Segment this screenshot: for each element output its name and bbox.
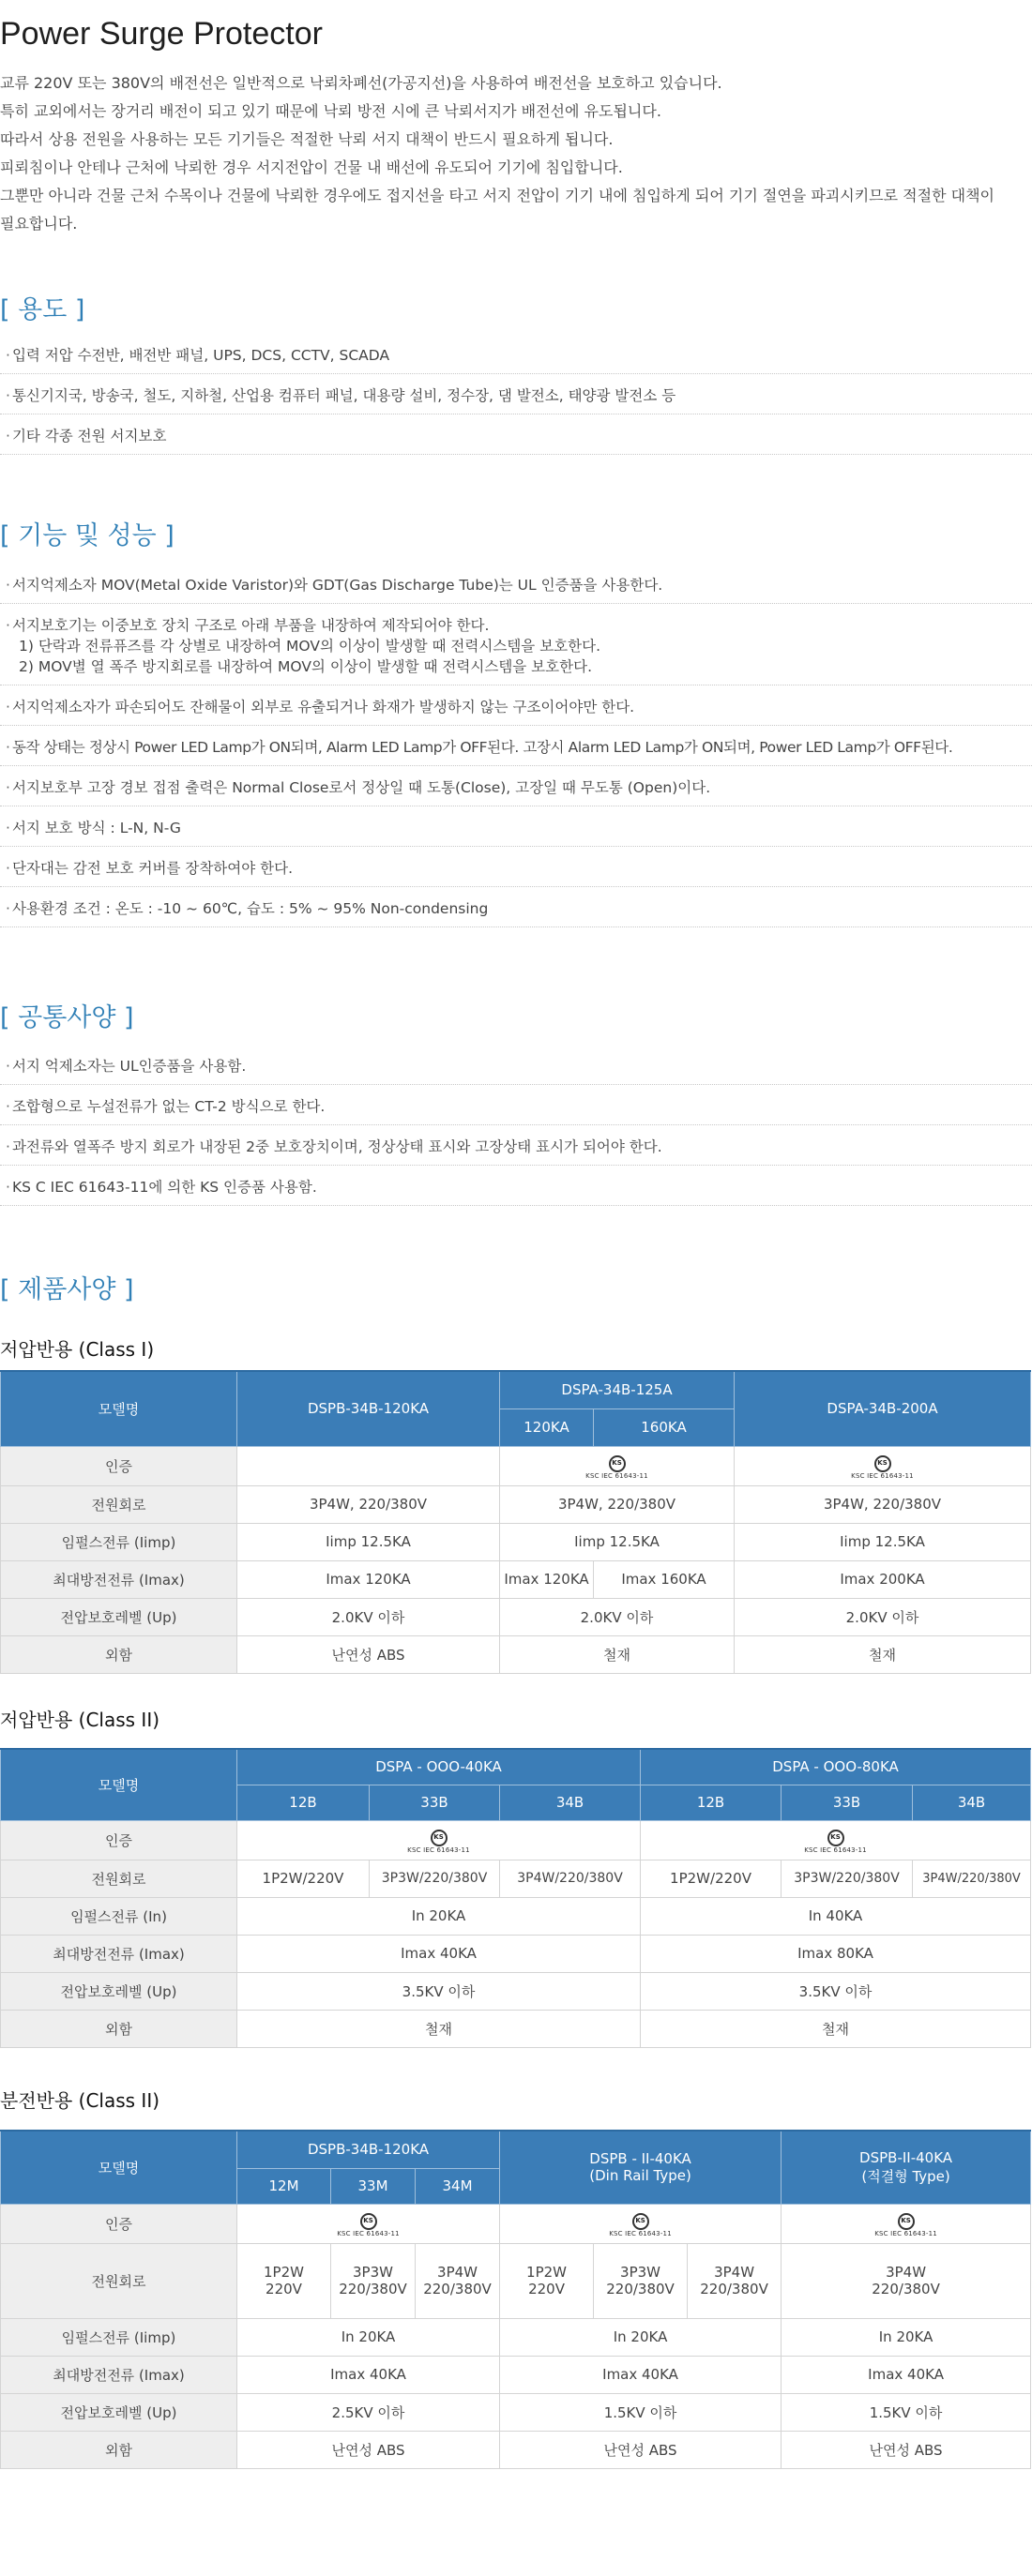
table-cell: 3P4W/220/380V <box>500 1860 641 1897</box>
table-cell: 3P4W/220/380V <box>913 1860 1031 1897</box>
table-cell: 철재 <box>237 2010 641 2047</box>
spec-table-class2 <box>0 1748 1031 2048</box>
sub-col-header: 34B <box>913 1785 1031 1820</box>
model-col-header: DSPA-34B-200A <box>735 1371 1031 1446</box>
ks-mark-icon: KS KSC IEC 61643-11 <box>585 1455 648 1480</box>
row-label: 외함 <box>1 1635 237 1673</box>
model-header: 모델명 <box>1 1749 237 1820</box>
table-cell: Iimp 12.5KA <box>500 1523 735 1560</box>
row-label: 임펄스전류 (Iimp) <box>1 1523 237 1560</box>
common-heading: [ 공통사양 ] <box>0 1003 134 1032</box>
list-item: · 기타 각종 전원 서지보호 <box>0 420 1032 455</box>
usage-heading: [ 용도 ] <box>0 295 85 324</box>
table-cell: Imax 160KA <box>594 1560 735 1598</box>
sub-col-header: 34M <box>416 2168 500 2204</box>
model-col-header: DSPA - OOO-80KA <box>641 1749 1031 1785</box>
sub-col-header: 12B <box>641 1785 782 1820</box>
sub-col-header: 120KA <box>500 1409 594 1446</box>
list-item: · 조합형으로 누설전류가 없는 CT-2 방식으로 한다. <box>0 1091 1032 1125</box>
row-label: 외함 <box>1 2010 237 2047</box>
row-label: 임펄스전류 (In) <box>1 1897 237 1935</box>
table-cell: 1P2W/220V <box>237 1860 370 1897</box>
table-cell: 3P4W 220/380V <box>688 2243 782 2318</box>
row-label: 전원회로 <box>1 1860 237 1897</box>
row-label: 최대방전전류 (Imax) <box>1 1560 237 1598</box>
table-cell: 1P2W 220V <box>500 2243 594 2318</box>
row-label: 인증 <box>1 1820 237 1860</box>
model-col-header: DSPB-34B-120KA <box>237 2131 500 2168</box>
table-cell: 2.0KV 이하 <box>500 1598 735 1635</box>
table-cell: Imax 120KA <box>500 1560 594 1598</box>
table-cell: 3.5KV 이하 <box>237 1972 641 2010</box>
row-label: 인증 <box>1 2204 237 2243</box>
model-col-header: DSPB-34B-120KA <box>237 1371 500 1446</box>
row-label: 전압보호레벨 (Up) <box>1 1598 237 1635</box>
table-cell: In 40KA <box>641 1897 1031 1935</box>
sub-col-header: 12B <box>237 1785 370 1820</box>
model-header: 모델명 <box>1 2131 237 2204</box>
table-cell: 2.5KV 이하 <box>237 2393 500 2431</box>
table-cell <box>500 1446 735 1485</box>
row-label: 외함 <box>1 2431 237 2468</box>
features-heading: [ 기능 및 성능 ] <box>0 521 175 550</box>
list-item: · 서지보호기는 이중보호 장치 구조로 아래 부품을 내장하여 제작되어야 한다. 1) 단락과 전류퓨즈를 각 상별로 내장하여 MOV의 이상이 발생할 때 전력시스템을 보호한다. 2) MOV별 열 폭주 방지회로를 내장하여 MOV의 이상이 발생할 때 전력시스템을 보호한다. <box>0 610 1032 685</box>
table-cell: Imax 40KA <box>782 2356 1031 2393</box>
table-cell: 3P4W, 220/380V <box>500 1485 735 1523</box>
list-item: · 동작 상태는 정상시 Power LED Lamp가 ON되며, Alarm LED Lamp가 OFF된다. 고장시 Alarm LED Lamp가 ON되며, Power LED Lamp가 OFF된다. <box>0 731 1032 766</box>
table-cell: Imax 200KA <box>735 1560 1031 1598</box>
sub-col-header: 33B <box>370 1785 500 1820</box>
table-cell: Imax 120KA <box>237 1560 500 1598</box>
table-cell: Iimp 12.5KA <box>735 1523 1031 1560</box>
intro-line: 교류 220V 또는 380V의 배전선은 일반적으로 낙뢰차폐선(가공지선)을 사용하여 배전선을 보호하고 있습니다. <box>0 74 722 92</box>
row-label: 인증 <box>1 1446 237 1485</box>
list-item: · 사용환경 조건 : 온도 : -10 ~ 60℃, 습도 : 5% ~ 95% Non-condensing <box>0 893 1032 927</box>
table-cell: Iimp 12.5KA <box>237 1523 500 1560</box>
table-cell: 난연성 ABS <box>782 2431 1031 2468</box>
intro-text <box>0 69 1023 238</box>
ks-mark-icon: KS KSC IEC 61643-11 <box>407 1830 470 1854</box>
row-label: 최대방전전류 (Imax) <box>1 2356 237 2393</box>
table-cell: 3.5KV 이하 <box>641 1972 1031 2010</box>
spec-table-distribution <box>0 2130 1031 2469</box>
products-heading: [ 제품사양 ] <box>0 1275 134 1304</box>
table-cell: In 20KA <box>237 2318 500 2356</box>
features-list <box>0 569 1032 927</box>
table-cell: 2.0KV 이하 <box>735 1598 1031 1635</box>
table-cell: 난연성 ABS <box>237 1635 500 1673</box>
spec-table-class1 <box>0 1370 1031 1674</box>
list-item: · 서지억제소자 MOV(Metal Oxide Varistor)와 GDT(Gas Discharge Tube)는 UL 인증품을 사용한다. <box>0 569 1032 604</box>
table-cell <box>500 2204 782 2243</box>
table-cell: 3P3W 220/380V <box>594 2243 688 2318</box>
table-cell: 3P4W, 220/380V <box>735 1485 1031 1523</box>
table-cell <box>782 2204 1031 2243</box>
table-cell: Imax 40KA <box>237 2356 500 2393</box>
table-cell: 2.0KV 이하 <box>237 1598 500 1635</box>
list-item: · 서지 억제소자는 UL인증품을 사용함. <box>0 1050 1032 1085</box>
table-cell: Imax 40KA <box>500 2356 782 2393</box>
table3-title: 분전반용 (Class II) <box>0 2089 160 2112</box>
list-item: · 서지 보호 방식 : L-N, N-G <box>0 812 1032 847</box>
table-cell: 1.5KV 이하 <box>500 2393 782 2431</box>
usage-list <box>0 339 1032 455</box>
list-item: · 입력 저압 수전반, 배전반 패널, UPS, DCS, CCTV, SCADA <box>0 339 1032 374</box>
list-item: · 단자대는 감전 보호 커버를 장착하여야 한다. <box>0 852 1032 887</box>
model-col-header: DSPA - OOO-40KA <box>237 1749 641 1785</box>
table-cell: In 20KA <box>500 2318 782 2356</box>
table-cell <box>237 2204 500 2243</box>
table-cell: In 20KA <box>782 2318 1031 2356</box>
sub-col-header: 160KA <box>594 1409 735 1446</box>
table-cell: 철재 <box>500 1635 735 1673</box>
table-cell: 1P2W 220V <box>237 2243 331 2318</box>
row-label: 최대방전전류 (Imax) <box>1 1935 237 1972</box>
table-cell: 3P4W 220/380V <box>782 2243 1031 2318</box>
row-label: 전원회로 <box>1 2243 237 2318</box>
model-col-header: DSPA-34B-125A <box>500 1371 735 1409</box>
table-cell: In 20KA <box>237 1897 641 1935</box>
row-label: 전압보호레벨 (Up) <box>1 2393 237 2431</box>
sub-col-header: 12M <box>237 2168 331 2204</box>
intro-line: 필요합니다. <box>0 215 78 233</box>
page-title: Power Surge Protector <box>0 16 323 52</box>
table-cell: 난연성 ABS <box>500 2431 782 2468</box>
sub-col-header: 33M <box>331 2168 416 2204</box>
table-cell: Imax 40KA <box>237 1935 641 1972</box>
ks-mark-icon: KS KSC IEC 61643-11 <box>804 1830 867 1854</box>
row-label: 전압보호레벨 (Up) <box>1 1972 237 2010</box>
model-col-header: DSPB - II-40KA (Din Rail Type) <box>500 2131 782 2204</box>
table-cell: 1P2W/220V <box>641 1860 782 1897</box>
row-label: 임펄스전류 (Iimp) <box>1 2318 237 2356</box>
ks-mark-icon: KS KSC IEC 61643-11 <box>874 2213 937 2237</box>
row-label: 전원회로 <box>1 1485 237 1523</box>
table-cell: 3P4W 220/380V <box>416 2243 500 2318</box>
list-item: · 통신기지국, 방송국, 철도, 지하철, 산업용 컴퓨터 패널, 대용량 설비, 정수장, 댐 발전소, 태양광 발전소 등 <box>0 380 1032 414</box>
intro-line: 그뿐만 아니라 건물 근처 수목이나 건물에 낙뢰한 경우에도 접지선을 타고 서지 전압이 기기 내에 침입하게 되어 기기 절연을 파괴시키므로 적절한 대책이 <box>0 187 994 204</box>
model-header: 모델명 <box>1 1371 237 1446</box>
table-cell <box>237 1446 500 1485</box>
table-cell: 1.5KV 이하 <box>782 2393 1031 2431</box>
ks-mark-icon: KS KSC IEC 61643-11 <box>851 1455 914 1480</box>
table-cell <box>735 1446 1031 1485</box>
table-cell: 3P3W 220/380V <box>331 2243 416 2318</box>
list-item: · 서지보호부 고장 경보 접점 출력은 Normal Close로서 정상일 때 도통(Close), 고장일 때 무도통 (Open)이다. <box>0 772 1032 806</box>
intro-line: 특히 교외에서는 장거리 배전이 되고 있기 때문에 낙뢰 방전 시에 큰 낙뢰서지가 배전선에 유도됩니다. <box>0 102 661 120</box>
table-cell: 난연성 ABS <box>237 2431 500 2468</box>
model-col-header: DSPB-II-40KA (적결형 Type) <box>782 2131 1031 2204</box>
table-cell <box>641 1820 1031 1860</box>
table-cell: 3P4W, 220/380V <box>237 1485 500 1523</box>
table2-title: 저압반용 (Class II) <box>0 1709 160 1731</box>
table-cell: 철재 <box>641 2010 1031 2047</box>
list-item: · 과전류와 열폭주 방지 회로가 내장된 2중 보호장치이며, 정상상태 표시와 고장상태 표시가 되어야 한다. <box>0 1131 1032 1166</box>
sub-col-header: 33B <box>782 1785 913 1820</box>
common-list <box>0 1050 1032 1206</box>
ks-mark-icon: KS KSC IEC 61643-11 <box>337 2213 400 2237</box>
table-cell <box>237 1820 641 1860</box>
table-cell: Imax 80KA <box>641 1935 1031 1972</box>
intro-line: 따라서 상용 전원을 사용하는 모든 기기들은 적절한 낙뢰 서지 대책이 반드시 필요하게 됩니다. <box>0 130 614 148</box>
table-cell: 철재 <box>735 1635 1031 1673</box>
table-cell: 3P3W/220/380V <box>782 1860 913 1897</box>
list-item: · KS C IEC 61643-11에 의한 KS 인증품 사용함. <box>0 1171 1032 1206</box>
intro-line: 피뢰침이나 안테나 근처에 낙뢰한 경우 서지전압이 건물 내 배선에 유도되어 기기에 침입합니다. <box>0 158 623 176</box>
table-cell: 3P3W/220/380V <box>370 1860 500 1897</box>
sub-col-header: 34B <box>500 1785 641 1820</box>
ks-mark-icon: KS KSC IEC 61643-11 <box>609 2213 672 2237</box>
table1-title: 저압반용 (Class I) <box>0 1338 155 1361</box>
list-item: · 서지억제소자가 파손되어도 잔해물이 외부로 유출되거나 화재가 발생하지 않는 구조이어야만 한다. <box>0 691 1032 726</box>
